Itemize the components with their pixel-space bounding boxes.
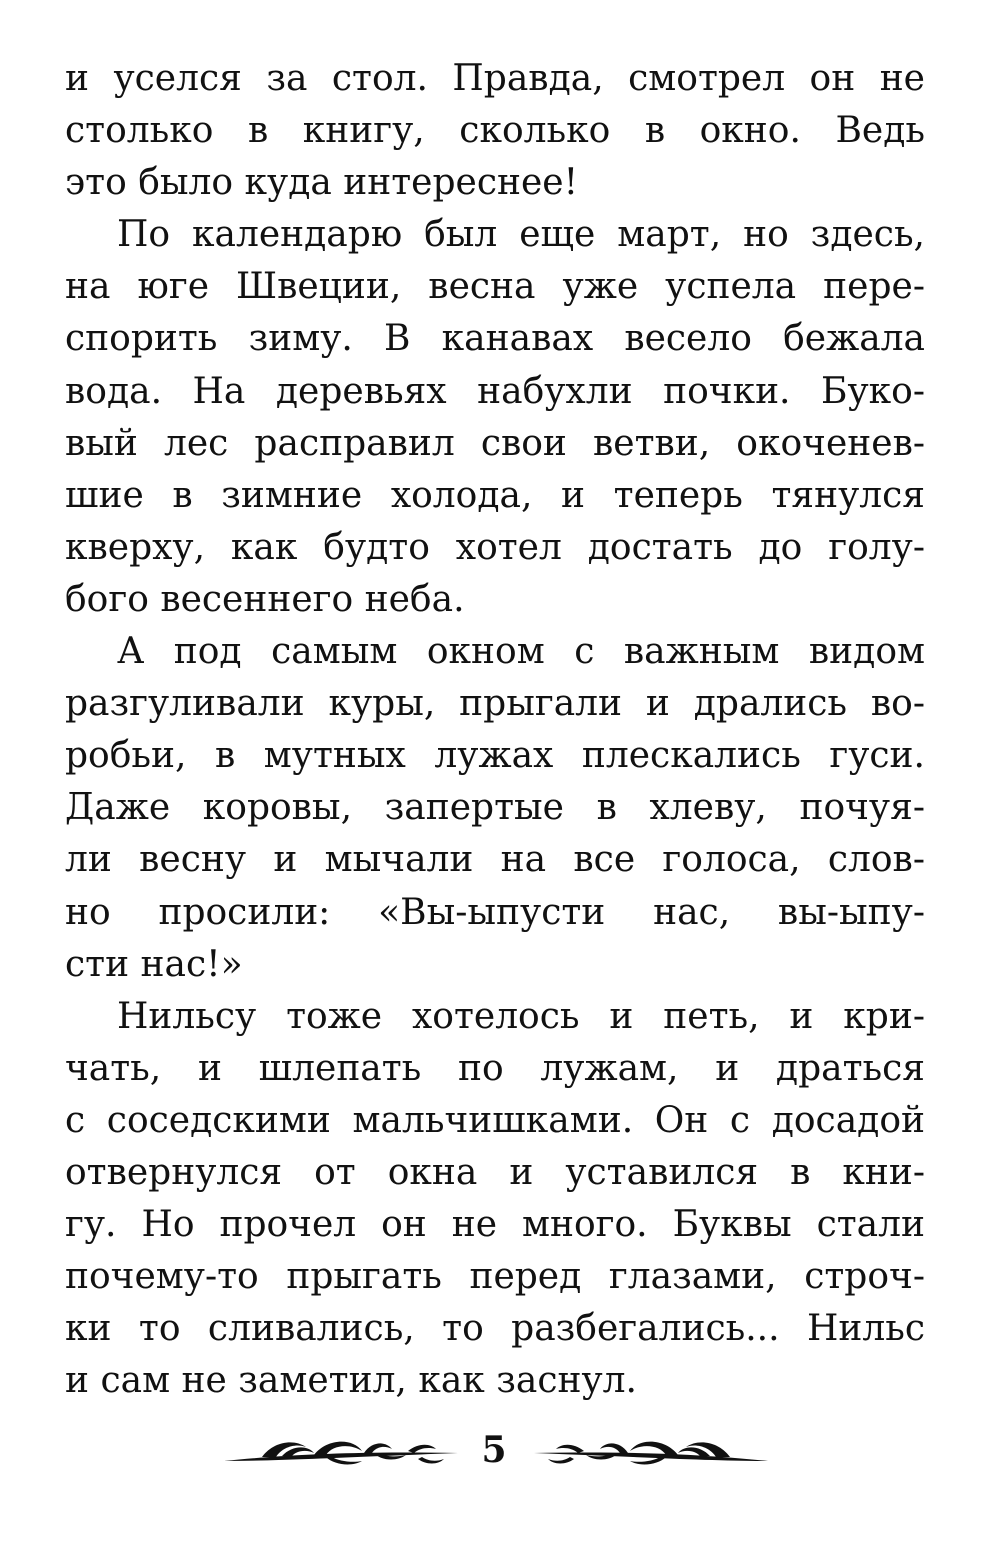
page-number: 5 — [481, 1429, 507, 1471]
flourish-ornament-right-icon — [530, 1431, 770, 1471]
text-line-11: бого весеннего неба. — [65, 578, 465, 620]
text-line-12: А под самым окном с важным видом — [117, 631, 925, 673]
text-line-2: столько в книгу, сколько в окно. Ведь — [65, 110, 925, 152]
text-line-21: с соседскими мальчишками. Он с досадой — [65, 1099, 925, 1141]
text-line-15: Даже коровы, запертые в хлеву, почуя- — [65, 787, 925, 829]
flourish-ornament-left-icon — [222, 1431, 462, 1471]
text-line-14: робьи, в мутных лужах плескались гуси. — [65, 735, 925, 777]
text-line-18: сти нас!» — [65, 943, 243, 985]
text-line-3: это было куда интереснее! — [65, 162, 579, 204]
text-line-10: кверху, как будто хотел достать до голу- — [65, 526, 925, 568]
text-line-16: ли весну и мычали на все голоса, слов- — [65, 839, 925, 881]
text-line-23: гу. Но прочел он не много. Буквы стали — [65, 1204, 925, 1246]
text-line-7: вода. На деревьях набухли почки. Буко- — [65, 370, 925, 412]
text-line-5: на юге Швеции, весна уже успела пере- — [65, 266, 925, 308]
text-line-13: разгуливали куры, прыгали и дрались во- — [65, 683, 925, 725]
text-line-20: чать, и шлепать по лужам, и драться — [65, 1047, 925, 1089]
text-line-9: шие в зимние холода, и теперь тянулся — [65, 474, 925, 516]
text-line-26: и сам не заметил, как заснул. — [65, 1360, 637, 1402]
text-line-6: спорить зиму. В канавах весело бежала — [65, 318, 925, 360]
book-page-text — [65, 53, 925, 1407]
text-line-25: ки то сливались, то разбегались... Нильс — [65, 1308, 925, 1350]
page-footer — [0, 1425, 1000, 1485]
text-line-17: но просили: «Вы-ыпусти нас, вы-ыпу- — [65, 891, 925, 933]
text-line-1: и уселся за стол. Правда, смотрел он не — [65, 58, 925, 99]
text-line-8: вый лес расправил свои ветви, окоченев- — [65, 422, 925, 464]
text-line-4: По календарю был еще март, но здесь, — [117, 214, 925, 256]
text-line-24: почему-то прыгать перед глазами, строч- — [65, 1256, 925, 1298]
text-line-22: отвернулся от окна и уставился в кни- — [65, 1151, 925, 1193]
text-line-19: Нильсу тоже хотелось и петь, и кри- — [117, 995, 925, 1037]
